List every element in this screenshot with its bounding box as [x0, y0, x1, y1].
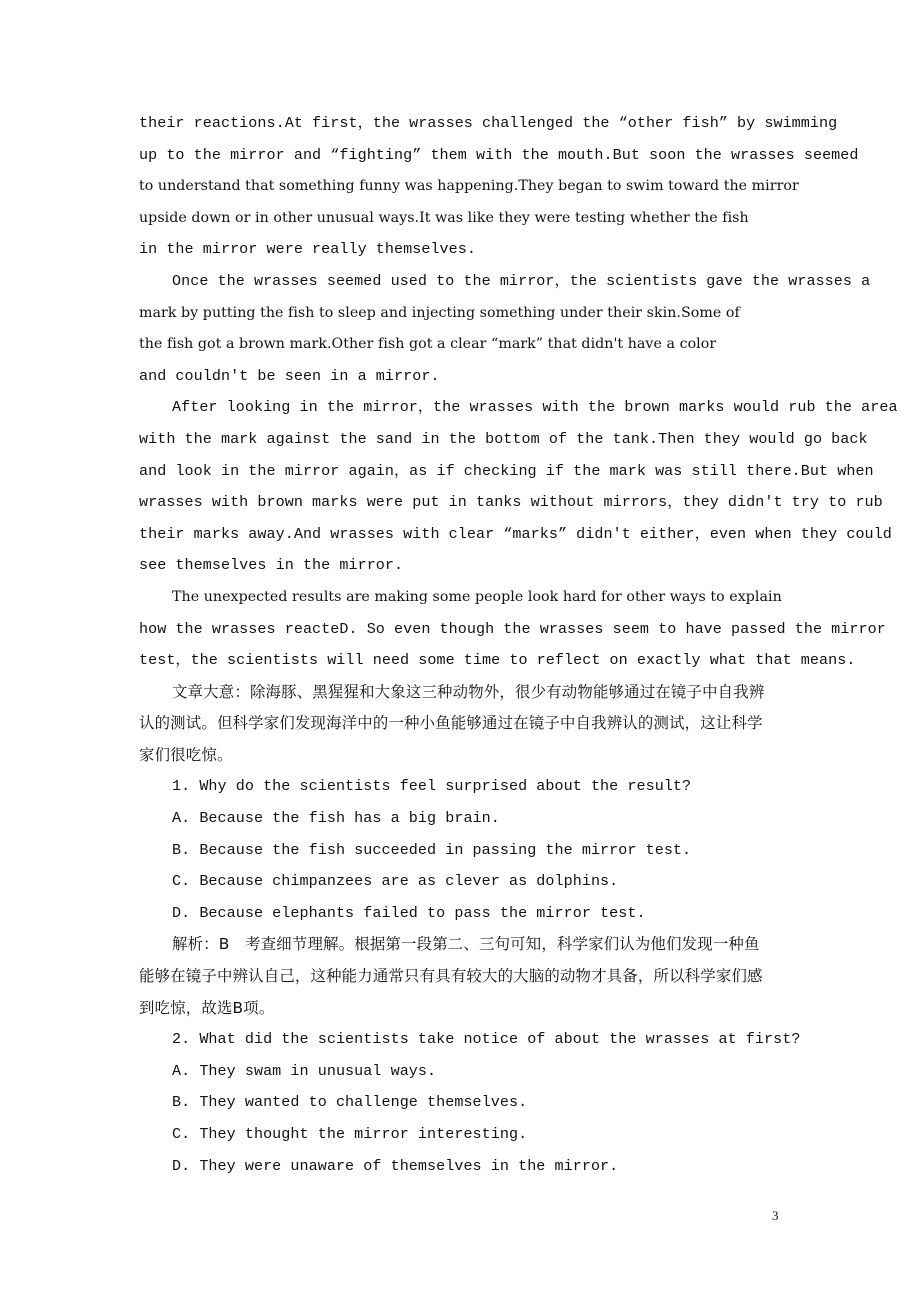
passage-line: test，the scientists will need some time to reflect on exactly what that means. — [139, 651, 856, 670]
passage-line: The unexpected results are making some people look hard for other ways to explain — [172, 588, 782, 605]
option-d: D. Because elephants failed to pass the mirror test. — [172, 903, 646, 922]
passage-line: and couldn't be seen in a mirror. — [139, 366, 440, 385]
analysis-line: 到吃惊，故选B项。 — [139, 998, 275, 1017]
passage-line: with the mark against the sand in the bottom of the tank.Then they would go back — [139, 429, 868, 448]
passage-line: up to the mirror and “fighting” them with the mouth.But soon the wrasses seemed — [139, 145, 859, 164]
option-c: C. Because chimpanzees are as clever as dolphins. — [172, 872, 619, 891]
question-stem: 2. What did the scientists take notice of about the wrasses at first? — [172, 1030, 801, 1049]
passage-line: their reactions.At first，the wrasses challenged the “other fish” by swimming — [139, 114, 838, 132]
passage-line: Once the wrasses seemed used to the mirror，the scientists gave the wrasses a — [172, 271, 871, 290]
article-summary — [139, 677, 829, 772]
page-content — [139, 108, 898, 1182]
passage-line: in the mirror were really themselves. — [139, 240, 476, 259]
summary-line: 家们很吃惊。 — [139, 745, 233, 764]
passage-line: how the wrasses reacteD. So even though the wrasses seem to have passed the mirror — [139, 619, 886, 638]
passage-line: their marks away.And wrasses with clear “marks” didn't either，even when they could — [139, 524, 892, 543]
analysis-line: 解析：B 考查细节理解。根据第一段第二、三句可知，科学家们认为他们发现一种鱼 — [172, 935, 760, 954]
page-number: 3 — [772, 1208, 779, 1223]
passage-line: the fish got a brown mark.Other fish got a clear “mark” that didn't have a color — [139, 336, 717, 353]
question-stem: 1. Why do the scientists feel surprised about the result? — [172, 777, 692, 796]
option-c: C. They thought the mirror interesting. — [172, 1125, 528, 1143]
passage-line: wrasses with brown marks were put in tanks without mirrors，they didn't try to rub — [139, 493, 883, 512]
option-b: B. Because the fish succeeded in passing the mirror test. — [172, 840, 692, 859]
option-b: B. They wanted to challenge themselves. — [172, 1093, 528, 1112]
option-a: A. Because the fish has a big brain. — [172, 809, 500, 828]
answer-analysis — [139, 929, 829, 1024]
passage-line: and look in the mirror again，as if checking if the mark was still there.But when — [139, 461, 874, 480]
analysis-line: 能够在镜子中辨认自己，这种能力通常只有具有较大的大脑的动物才具备，所以科学家们感 — [139, 967, 763, 986]
passage-line: After looking in the mirror，the wrasses with the brown marks would rub the area — [172, 398, 898, 417]
passage-line: to understand that something funny was happening.They began to swim toward the mirror — [139, 178, 799, 195]
summary-line: 认的测试。但科学家们发现海洋中的一种小鱼能够通过在镜子中自我辨认的测试，这让科学 — [139, 714, 763, 733]
option-d: D. They were unaware of themselves in the mirror. — [172, 1156, 619, 1175]
summary-line: 文章大意：除海豚、黑猩猩和大象这三种动物外，很少有动物能够通过在镜子中自我辨 — [172, 682, 765, 701]
option-a: A. They swam in unusual ways. — [172, 1061, 437, 1080]
passage-line: mark by putting the fish to sleep and injecting something under their skin.Some of — [139, 304, 740, 321]
passage-line: upside down or in other unusual ways.It was like they were testing whether the fish — [139, 209, 749, 226]
question-1 — [139, 771, 829, 1024]
reading-passage — [139, 108, 898, 677]
passage-line: see themselves in the mirror. — [139, 556, 404, 575]
question-2 — [139, 1024, 829, 1182]
